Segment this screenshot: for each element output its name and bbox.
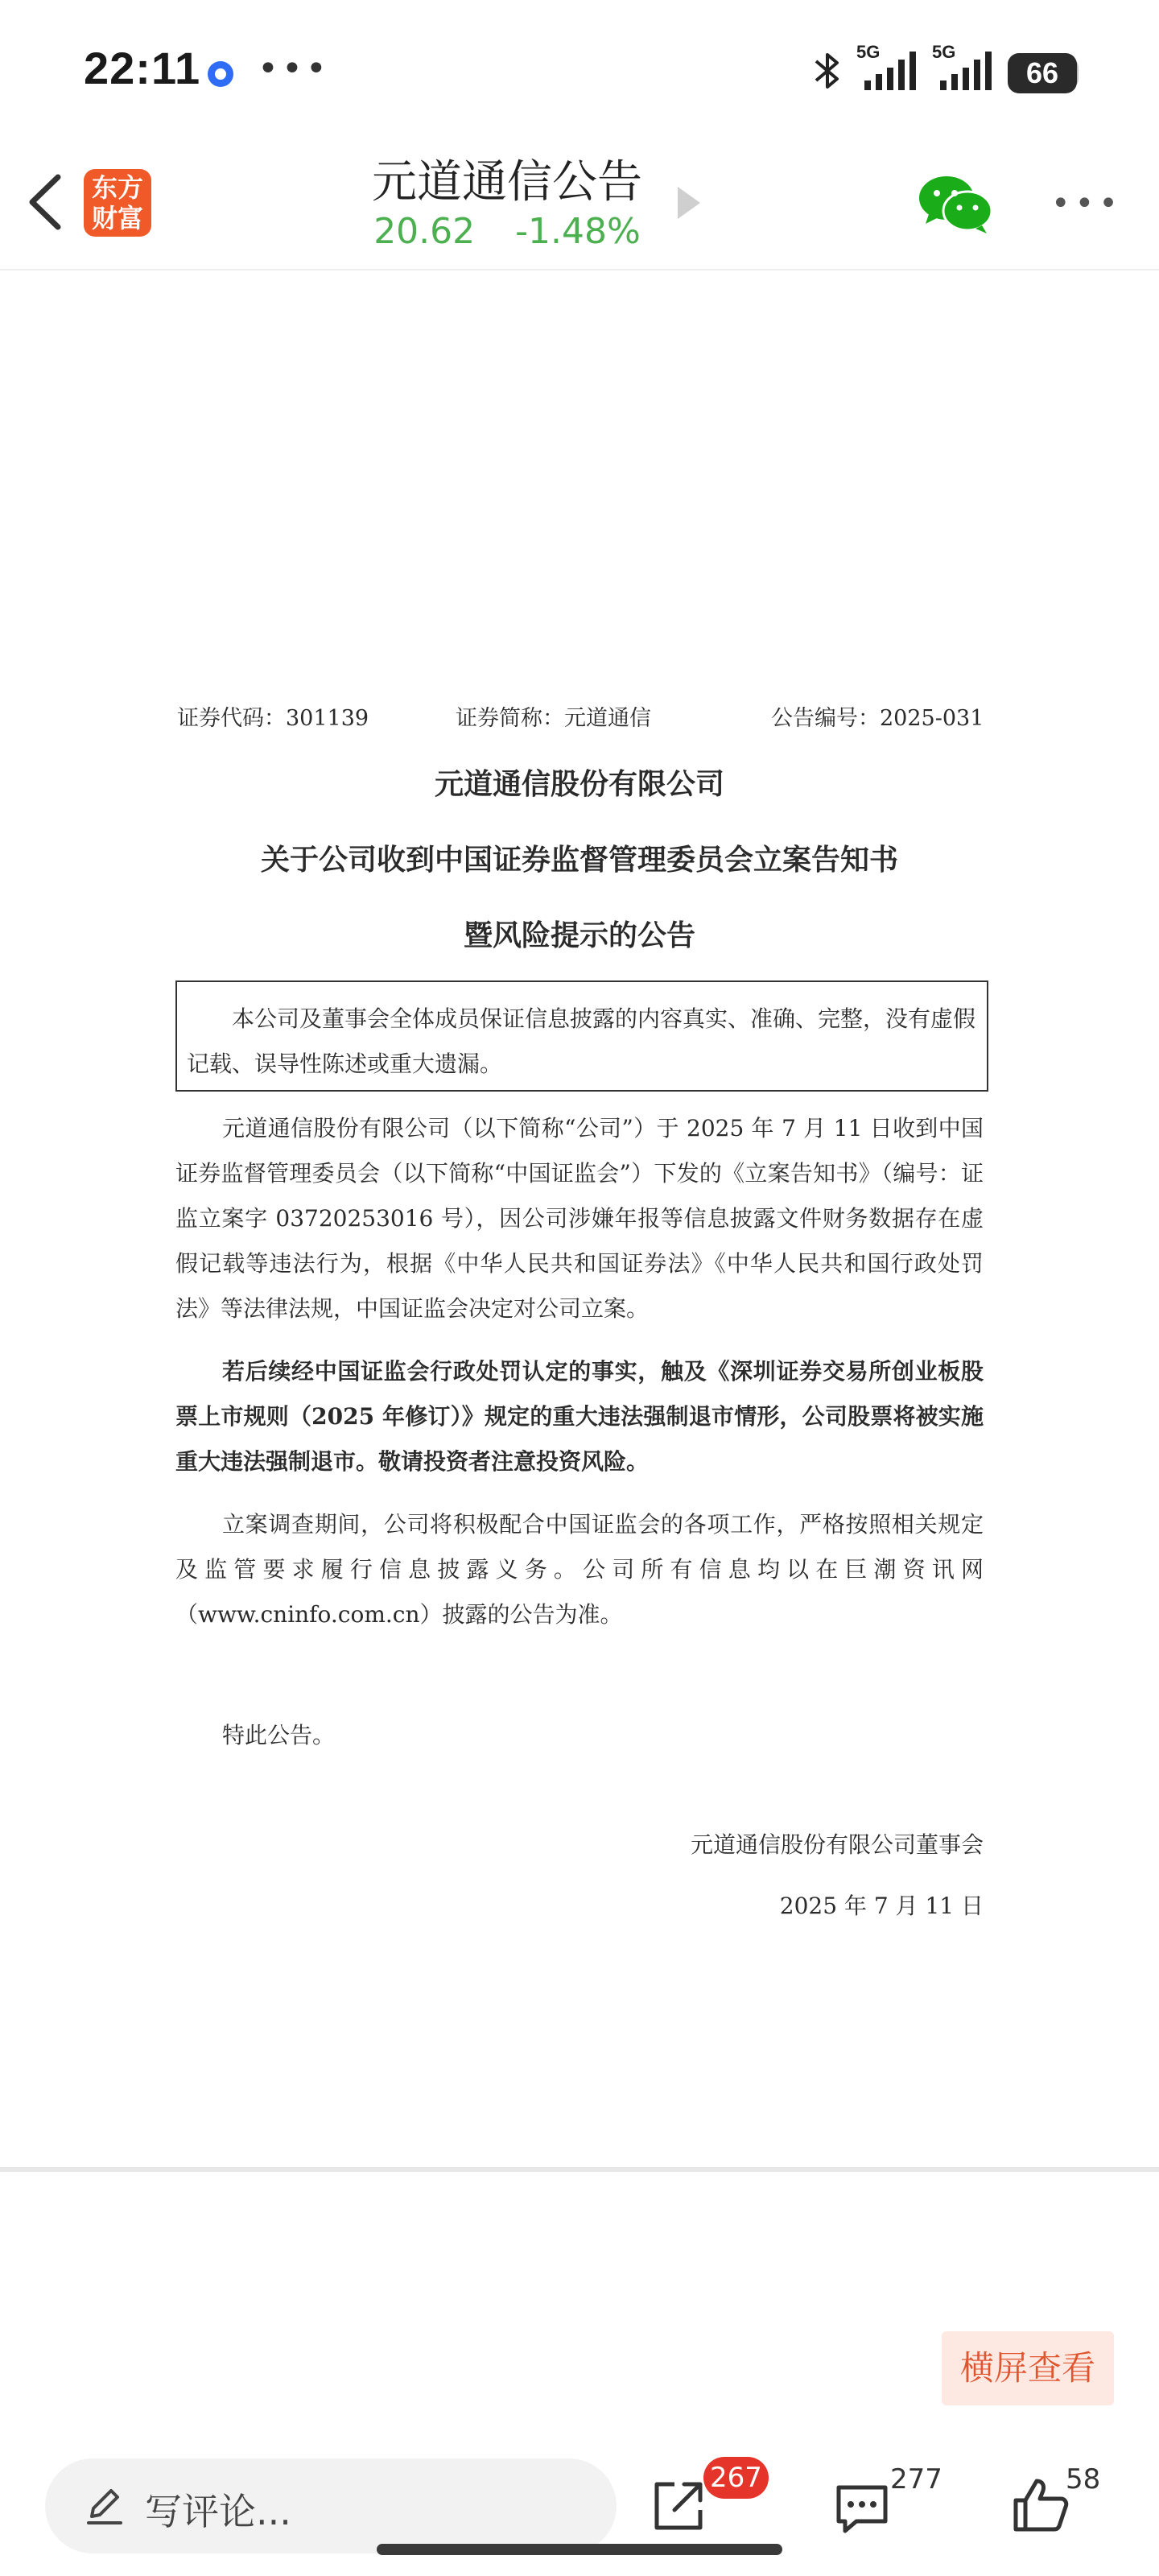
security-abbr: 证券简称：元道通信	[456, 706, 651, 731]
message-count: 277	[890, 2463, 942, 2496]
paragraph-investigation: 元道通信股份有限公司（以下简称“公司”）于 2025 年 7 月 11 日收到中国证券监督管理委员会（以下简称“中国证监会”）下发的《立案告知书》（编号：证监立案字 03720253016 号），因公司涉嫌年报等信息披露文件财务数据存在虚假记载等违法行为，根据《中华人民共和国证券法》《中华人民共和国行政处罚法》等法律法规，中国证监会决定对公司立案。	[175, 1115, 984, 1322]
closing-statement: 特此公告。	[222, 1722, 336, 1748]
play-icon[interactable]	[678, 187, 700, 219]
cell-signal-1-icon	[855, 42, 919, 97]
comment-input[interactable]	[45, 2458, 617, 2553]
share-icon[interactable]	[650, 2476, 708, 2534]
status-more-icon: •••	[258, 48, 330, 89]
logo-line-1: 东方	[91, 172, 143, 203]
notification-dot-icon	[208, 61, 233, 87]
status-time: 22:11	[84, 43, 201, 93]
announcement-title-line-1: 关于公司收到中国证券监督管理委员会立案告知书	[260, 843, 898, 877]
comment-placeholder[interactable]: 写评论...	[145, 2490, 291, 2533]
like-count: 58	[1066, 2463, 1101, 2496]
stock-price: 20.62	[373, 211, 476, 252]
stock-quote[interactable]	[0, 211, 1014, 252]
message-icon[interactable]	[832, 2481, 892, 2537]
cell-signal-2-icon	[930, 42, 995, 97]
paragraph-disclosure: 立案调查期间，公司将积极配合中国证监会的各项工作，严格按照相关规定及监管要求履行信息披露义务。公司所有信息均以在巨潮资讯网（www.cninfo.com.cn）披露的公告为准。	[175, 1511, 984, 1628]
security-code: 证券代码：301139	[177, 706, 369, 731]
signal-2-label: 5G	[932, 42, 956, 62]
announcement-title-line-2: 暨风险提示的公告	[463, 919, 695, 952]
signature: 元道通信股份有限公司董事会	[690, 1831, 984, 1858]
header-divider	[0, 269, 1159, 270]
home-indicator[interactable]	[377, 2544, 782, 2555]
paragraph-delisting-risk: 若后续经中国证监会行政处罚认定的事实，触及《深圳证券交易所创业板股票上市规则（2025 年修订）》规定的重大违法强制退市情形，公司股票将被实施重大违法强制退市。敬请投资者注意投资风险。	[175, 1358, 984, 1475]
more-options-button[interactable]: •••	[1051, 185, 1123, 222]
battery-icon: 66	[1008, 53, 1077, 93]
company-name-heading: 元道通信股份有限公司	[434, 767, 724, 801]
announcement-number: 公告编号：2025-031	[771, 706, 984, 731]
share-count-badge: 267	[703, 2457, 769, 2499]
landscape-view-button[interactable]: 横屏查看	[942, 2331, 1114, 2405]
logo-line-2: 财富	[91, 203, 143, 233]
page-title: 元道通信公告	[372, 156, 642, 208]
announcement-date: 2025 年 7 月 11 日	[779, 1893, 984, 1919]
stock-change: -1.48%	[515, 211, 641, 252]
signal-1-label: 5G	[856, 42, 881, 62]
thumbs-up-icon[interactable]	[1011, 2475, 1070, 2534]
bluetooth-icon	[811, 48, 843, 93]
wechat-share-icon[interactable]	[918, 174, 995, 235]
board-guarantee-notice: 本公司及董事会全体成员保证信息披露的内容真实、准确、完整，没有虚假记载、误导性陈述或重大遗漏。	[175, 980, 988, 1092]
pen-icon	[84, 2484, 126, 2526]
content-divider	[0, 2167, 1159, 2172]
